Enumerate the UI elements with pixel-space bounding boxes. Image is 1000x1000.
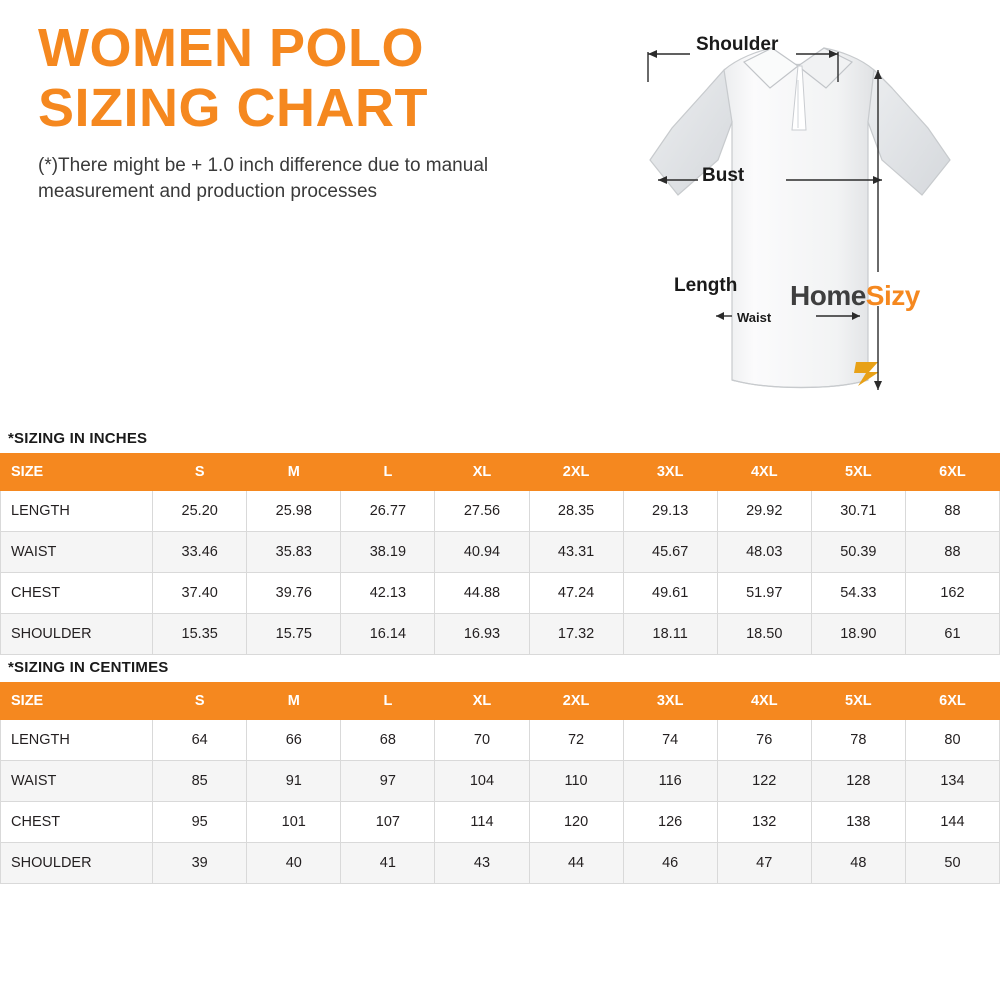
cell: 66	[247, 720, 341, 761]
cell: 114	[435, 802, 529, 843]
polo-shirt-diagram	[620, 10, 990, 420]
cell: 80	[905, 720, 999, 761]
cell: 30.71	[811, 491, 905, 532]
cell: 50.39	[811, 532, 905, 573]
cell: 126	[623, 802, 717, 843]
cell: 107	[341, 802, 435, 843]
cell: 39	[153, 843, 247, 884]
col-header-m: M	[247, 454, 341, 491]
cell: 68	[341, 720, 435, 761]
cell: 45.67	[623, 532, 717, 573]
cell: 132	[717, 802, 811, 843]
cell: 25.98	[247, 491, 341, 532]
cell: 16.14	[341, 614, 435, 655]
polo-shirt-icon	[620, 10, 990, 420]
cell: 18.50	[717, 614, 811, 655]
cell: 134	[905, 761, 999, 802]
cell: 61	[905, 614, 999, 655]
cell: 101	[247, 802, 341, 843]
cell: 40.94	[435, 532, 529, 573]
col-header-l: L	[341, 683, 435, 720]
table-row	[1, 491, 1000, 532]
col-header-4xl: 4XL	[717, 683, 811, 720]
cell: 120	[529, 802, 623, 843]
table-row	[1, 573, 1000, 614]
centimetres-table	[0, 682, 1000, 884]
cell: 95	[153, 802, 247, 843]
cell: 37.40	[153, 573, 247, 614]
table-row	[1, 761, 1000, 802]
cell: 29.13	[623, 491, 717, 532]
col-header-s: S	[153, 454, 247, 491]
row-label: LENGTH	[1, 720, 153, 761]
col-header-xl: XL	[435, 454, 529, 491]
cell: 49.61	[623, 573, 717, 614]
cell: 15.35	[153, 614, 247, 655]
cell: 97	[341, 761, 435, 802]
disclaimer-text: (*)There might be + 1.0 inch difference due to manual measurement and production processes	[38, 154, 489, 203]
table-row	[1, 532, 1000, 573]
row-label: WAIST	[1, 761, 153, 802]
col-header-3xl: 3XL	[623, 454, 717, 491]
cell: 48	[811, 843, 905, 884]
cell: 47.24	[529, 573, 623, 614]
cell: 70	[435, 720, 529, 761]
cell: 122	[717, 761, 811, 802]
cell: 29.92	[717, 491, 811, 532]
row-label: CHEST	[1, 573, 153, 614]
cell: 54.33	[811, 573, 905, 614]
col-header-5xl: 5XL	[811, 454, 905, 491]
col-header-l: L	[341, 454, 435, 491]
cell: 42.13	[341, 573, 435, 614]
cell: 39.76	[247, 573, 341, 614]
cell: 35.83	[247, 532, 341, 573]
cell: 78	[811, 720, 905, 761]
cell: 18.11	[623, 614, 717, 655]
cell: 48.03	[717, 532, 811, 573]
cell: 46	[623, 843, 717, 884]
cell: 74	[623, 720, 717, 761]
col-header-6xl: 6XL	[905, 454, 999, 491]
col-header-4xl: 4XL	[717, 454, 811, 491]
col-header-6xl: 6XL	[905, 683, 999, 720]
table-row	[1, 802, 1000, 843]
col-header-s: S	[153, 683, 247, 720]
centimetres-table-block	[0, 659, 1000, 884]
cell: 72	[529, 720, 623, 761]
cell: 17.32	[529, 614, 623, 655]
row-label: CHEST	[1, 802, 153, 843]
cell: 110	[529, 761, 623, 802]
label-bust: Bust	[702, 165, 745, 186]
cell: 41	[341, 843, 435, 884]
cell: 138	[811, 802, 905, 843]
table-header-row	[1, 454, 1000, 491]
inches-table-caption: *SIZING IN INCHES	[8, 430, 148, 447]
cell: 91	[247, 761, 341, 802]
cell: 44	[529, 843, 623, 884]
cell: 64	[153, 720, 247, 761]
cell: 47	[717, 843, 811, 884]
label-waist: Waist	[737, 310, 772, 325]
brand-logo	[790, 280, 920, 312]
table-row	[1, 720, 1000, 761]
header	[0, 0, 1000, 430]
inches-table-block	[0, 430, 1000, 655]
row-label: SHOULDER	[1, 614, 153, 655]
cell: 51.97	[717, 573, 811, 614]
col-header-2xl: 2XL	[529, 683, 623, 720]
cell: 18.90	[811, 614, 905, 655]
cell: 116	[623, 761, 717, 802]
row-label: LENGTH	[1, 491, 153, 532]
cell: 43.31	[529, 532, 623, 573]
col-header-5xl: 5XL	[811, 683, 905, 720]
cell: 33.46	[153, 532, 247, 573]
table-row	[1, 614, 1000, 655]
cell: 38.19	[341, 532, 435, 573]
cell: 104	[435, 761, 529, 802]
row-label: SHOULDER	[1, 843, 153, 884]
cell: 40	[247, 843, 341, 884]
cell: 128	[811, 761, 905, 802]
table-row	[1, 843, 1000, 884]
cell: 50	[905, 843, 999, 884]
label-length: Length	[674, 275, 738, 296]
cell: 44.88	[435, 573, 529, 614]
brand-logo-part1: Home	[790, 280, 866, 311]
page-title-line-2: SIZING CHART	[38, 78, 428, 139]
cell: 162	[905, 573, 999, 614]
cell: 15.75	[247, 614, 341, 655]
brand-logo-part2: Sizy	[865, 280, 920, 311]
cell: 88	[905, 532, 999, 573]
row-label: WAIST	[1, 532, 153, 573]
inches-table	[0, 453, 1000, 655]
col-header-xl: XL	[435, 683, 529, 720]
title-block	[38, 18, 618, 205]
cell: 16.93	[435, 614, 529, 655]
cell: 26.77	[341, 491, 435, 532]
table-header-row	[1, 683, 1000, 720]
col-header-size: SIZE	[1, 683, 153, 720]
cell: 28.35	[529, 491, 623, 532]
col-header-2xl: 2XL	[529, 454, 623, 491]
cell: 27.56	[435, 491, 529, 532]
label-shoulder: Shoulder	[696, 34, 779, 55]
cell: 85	[153, 761, 247, 802]
page-title-line-1: WOMEN POLO	[38, 18, 424, 78]
cell: 88	[905, 491, 999, 532]
cell: 25.20	[153, 491, 247, 532]
cell: 76	[717, 720, 811, 761]
centimetres-table-caption: *SIZING IN CENTIMES	[8, 659, 169, 676]
cell: 43	[435, 843, 529, 884]
col-header-3xl: 3XL	[623, 683, 717, 720]
col-header-m: M	[247, 683, 341, 720]
cell: 144	[905, 802, 999, 843]
col-header-size: SIZE	[1, 454, 153, 491]
